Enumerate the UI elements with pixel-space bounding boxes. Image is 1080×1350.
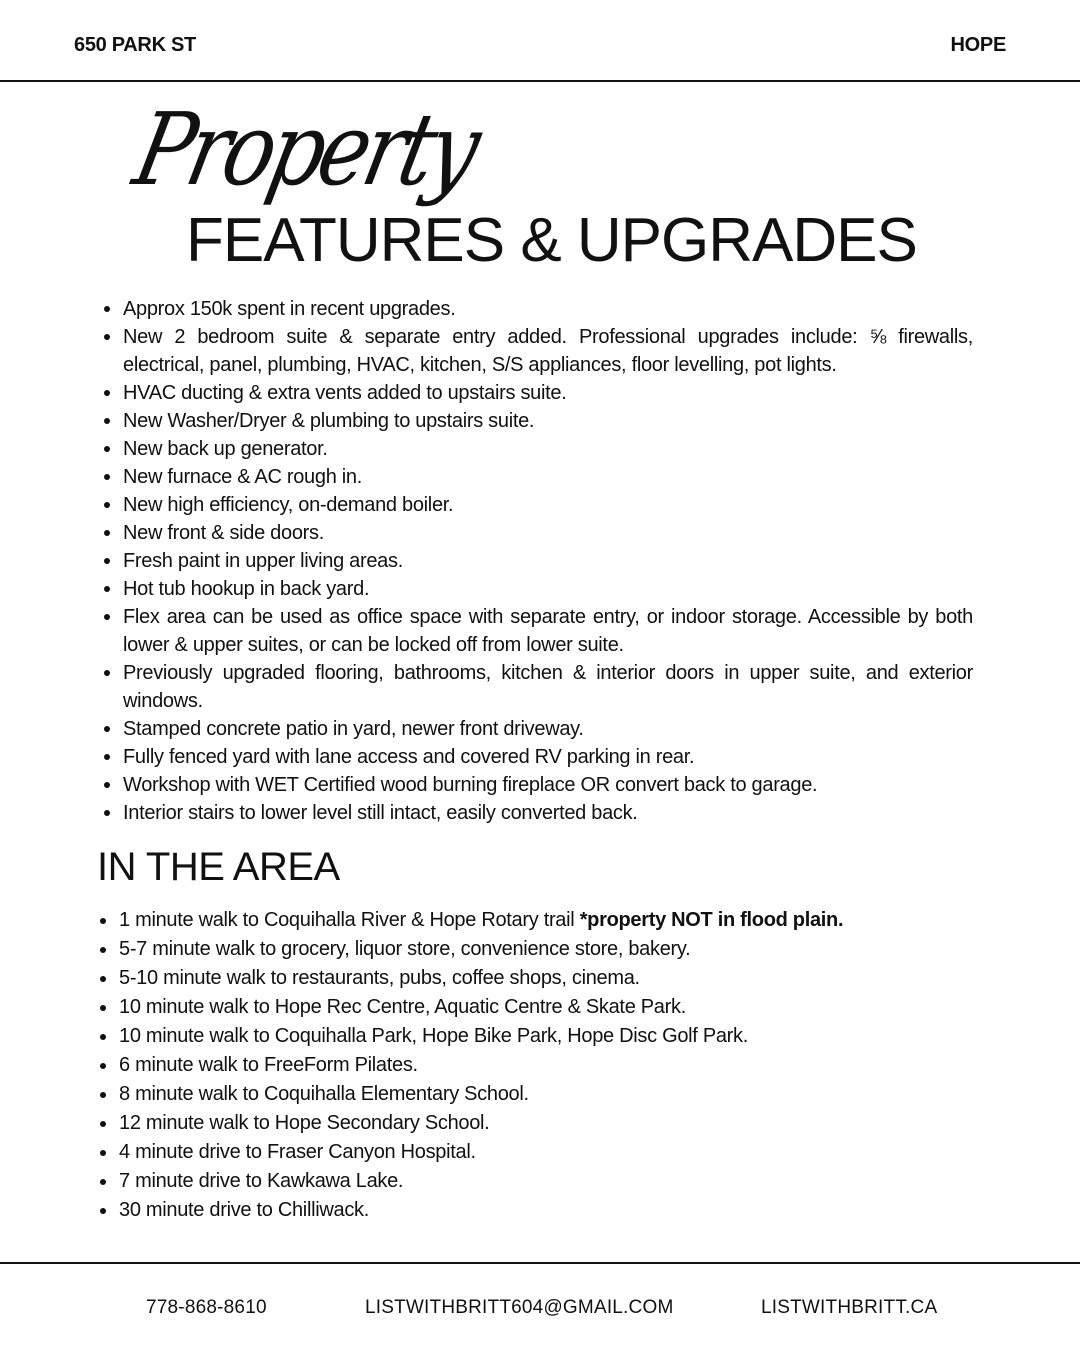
property-address: 650 PARK ST (74, 34, 196, 56)
feature-item: New Washer/Dryer & plumbing to upstairs suite. (123, 407, 973, 435)
feature-item: Workshop with WET Certified wood burning fireplace OR convert back to garage. (123, 771, 973, 799)
area-list (119, 906, 999, 1225)
footer (0, 1262, 1080, 1350)
feature-item: New front & side doors. (123, 519, 973, 547)
area-item: 12 minute walk to Hope Secondary School. (119, 1109, 999, 1138)
area-item: 8 minute walk to Coquihalla Elementary School. (119, 1080, 999, 1109)
feature-item: Approx 150k spent in recent upgrades. (123, 295, 973, 323)
script-title: Property (125, 91, 486, 208)
area-section-title: IN THE AREA (97, 845, 340, 889)
flood-plain-note: *property NOT in flood plain. (579, 909, 844, 931)
area-item: 10 minute walk to Hope Rec Centre, Aquatic Centre & Skate Park. (119, 993, 999, 1022)
feature-item: Stamped concrete patio in yard, newer front driveway. (123, 715, 973, 743)
feature-item: Fresh paint in upper living areas. (123, 547, 973, 575)
area-item: 4 minute drive to Fraser Canyon Hospital. (119, 1138, 999, 1167)
feature-item: New high efficiency, on-demand boiler. (123, 491, 973, 519)
feature-item: Fully fenced yard with lane access and covered RV parking in rear. (123, 743, 973, 771)
area-item: 5-10 minute walk to restaurants, pubs, coffee shops, cinema. (119, 964, 999, 993)
area-item: 7 minute drive to Kawkawa Lake. (119, 1167, 999, 1196)
features-list (123, 295, 973, 827)
feature-item: HVAC ducting & extra vents added to upstairs suite. (123, 379, 973, 407)
feature-item: New back up generator. (123, 435, 973, 463)
feature-item: New 2 bedroom suite & separate entry added. Professional upgrades include: ⅝ firewalls, electrical, panel, plumbing, HVAC, kitchen, S/S appliances, floor levelling, pot lights. (123, 323, 973, 379)
area-item-text: 1 minute walk to Coquihalla River & Hope Rotary trail (119, 909, 580, 931)
feature-item: Hot tub hookup in back yard. (123, 575, 973, 603)
area-item: 30 minute drive to Chilliwack. (119, 1196, 999, 1225)
feature-item: Flex area can be used as office space with separate entry, or indoor storage. Accessible by both lower & upper suites, or can be locked off from lower suite. (123, 603, 973, 659)
header (0, 0, 1080, 82)
phone-number[interactable]: 778-868-8610 (146, 1297, 267, 1318)
area-item (119, 906, 999, 935)
area-item: 5-7 minute walk to grocery, liquor store, convenience store, bakery. (119, 935, 999, 964)
website-link[interactable]: LISTWITHBRITT.CA (761, 1297, 938, 1318)
email-address[interactable]: LISTWITHBRITT604@GMAIL.COM (365, 1297, 674, 1318)
area-item: 6 minute walk to FreeForm Pilates. (119, 1051, 999, 1080)
property-city: HOPE (950, 34, 1006, 56)
page-title: FEATURES & UPGRADES (186, 206, 917, 275)
feature-item: Previously upgraded flooring, bathrooms, kitchen & interior doors in upper suite, and exterior windows. (123, 659, 973, 715)
area-item: 10 minute walk to Coquihalla Park, Hope Bike Park, Hope Disc Golf Park. (119, 1022, 999, 1051)
feature-item: Interior stairs to lower level still intact, easily converted back. (123, 799, 973, 827)
feature-item: New furnace & AC rough in. (123, 463, 973, 491)
